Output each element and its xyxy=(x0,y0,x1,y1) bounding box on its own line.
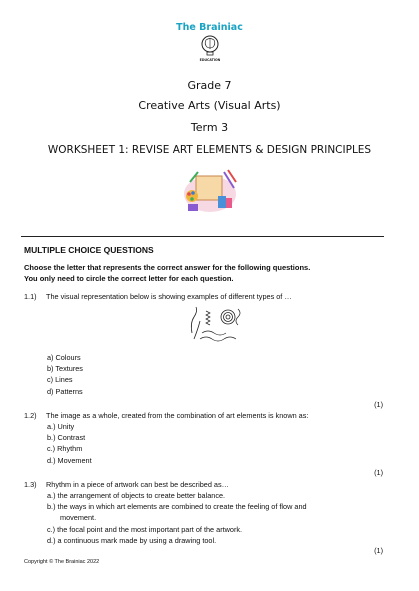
answer-option[interactable]: a) Colours xyxy=(47,353,81,362)
answer-option-continuation: movement. xyxy=(60,513,97,523)
subject-heading: Creative Arts (Visual Arts) xyxy=(138,99,281,112)
section-divider xyxy=(21,236,384,237)
grade-heading: Grade 7 xyxy=(187,79,232,92)
answer-option[interactable]: a.) Unity xyxy=(47,422,75,431)
term-heading: Term 3 xyxy=(190,121,229,134)
line-types-illustration-icon xyxy=(188,303,244,347)
art-supplies-illustration-icon xyxy=(178,166,242,216)
copyright-notice: Copyright © The Brainiac 2022 xyxy=(24,559,100,565)
question-text: The image as a whole, created from the combination of art elements is known as: xyxy=(46,411,309,420)
brain-bulb-logo-icon xyxy=(197,34,223,66)
mark-allocation: (1) xyxy=(374,546,383,555)
option-list xyxy=(47,490,307,546)
answer-option[interactable]: d.) a continuous mark made by using a drawing tool. xyxy=(47,535,217,545)
answer-option[interactable]: b) Textures xyxy=(47,364,83,374)
answer-option[interactable]: d) Patterns xyxy=(47,386,83,396)
question-text: The visual representation below is showing examples of different types of … xyxy=(46,292,292,301)
answer-option[interactable]: b.) Contrast xyxy=(47,433,86,443)
mark-allocation: (1) xyxy=(374,400,383,409)
answer-option[interactable]: c.) Rhythm xyxy=(47,444,83,454)
instruction-line-2: You only need to circle the correct letter for each question. xyxy=(24,274,234,283)
option-list xyxy=(47,352,83,397)
question-number: 1.2) xyxy=(24,411,37,420)
question-number: 1.3) xyxy=(24,480,37,489)
answer-option[interactable]: c.) the focal point and the most important part of the artwork. xyxy=(47,524,243,534)
question-text: Rhythm in a piece of artwork can best be described as… xyxy=(46,480,229,489)
section-title: MULTIPLE CHOICE QUESTIONS xyxy=(24,245,154,255)
answer-option[interactable]: c) Lines xyxy=(47,375,73,385)
svg-text:EDUCATION: EDUCATION xyxy=(199,58,221,62)
brand-name: The Brainiac xyxy=(176,22,243,33)
option-list xyxy=(47,421,92,466)
answer-option[interactable]: a.) the arrangement of objects to create better balance. xyxy=(47,491,226,500)
worksheet-title: WORKSHEET 1: REVISE ART ELEMENTS & DESIGN PRINCIPLES xyxy=(47,144,372,156)
instruction-line-1: Choose the letter that represents the correct answer for the following questions. xyxy=(24,263,311,272)
answer-option[interactable]: b.) the ways in which art elements are combined to create the feeling of flow and xyxy=(47,502,307,512)
answer-option[interactable]: d.) Movement xyxy=(47,455,92,465)
mark-allocation: (1) xyxy=(374,468,383,477)
question-number: 1.1) xyxy=(24,292,37,301)
